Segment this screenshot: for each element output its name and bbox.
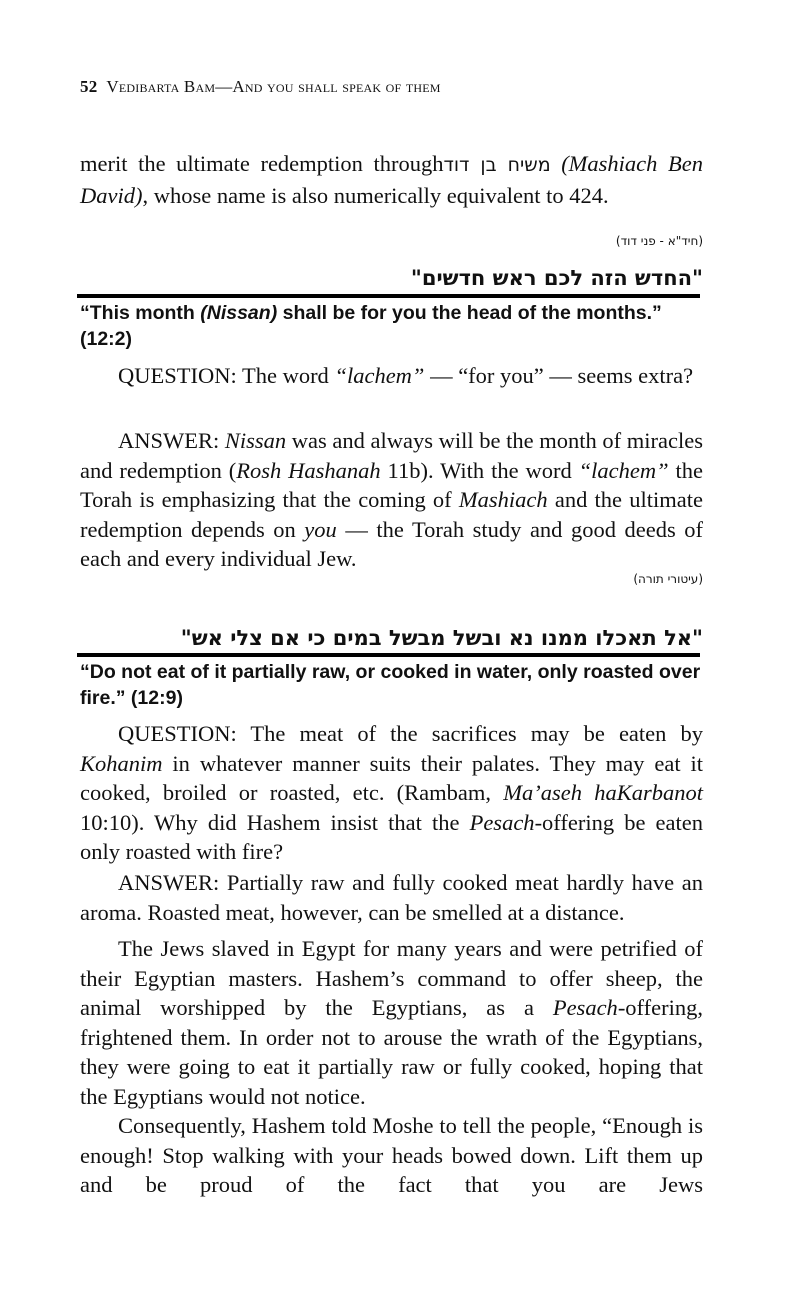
paragraph-text: The Jews slaved in Egypt for many years and were petrified of their Egyptian masters. Hashem’s command to offer sheep, the animal worshipped by the Egyptians, as a: [80, 936, 703, 1020]
question-text: QUESTION: The word: [118, 363, 335, 388]
answer-text: — the Torah study and good deeds of each and every individual Jew.: [80, 516, 703, 571]
divider-rule: [77, 294, 700, 298]
answer-text: and the ultimate redemption depends on: [80, 487, 703, 542]
verse-italic: (Nissan): [200, 302, 278, 324]
intro-paragraph: [80, 149, 703, 210]
book-title: Vedibarta Bam—And you shall speak of them: [106, 77, 441, 96]
question-text: -offering be eaten only roasted with fire?: [80, 809, 703, 864]
answer-italic: Mashiach: [458, 487, 548, 512]
intro-text: merit the ultimate redemption through: [80, 151, 444, 176]
question-text: 10:10). Why did Hashem insist that the: [80, 809, 470, 835]
verse-text: “This month: [80, 302, 201, 324]
verse-translation: [80, 300, 703, 352]
answer-italic: Rosh Hashanah: [236, 457, 381, 483]
answer-italic: “lachem”: [578, 457, 669, 483]
question-text-2: — “for you” — seems extra?: [424, 363, 694, 388]
intro-italic: (Mashiach Ben David): [80, 151, 703, 208]
running-head: [80, 77, 441, 97]
question-text: QUESTION: The meat of the sacrifices may be eaten by: [118, 721, 703, 746]
divider-rule: [77, 653, 700, 657]
question-text: in whatever manner suits their palates. They may eat it cooked, broiled or roasted, etc. (Rambam,: [80, 750, 703, 805]
question-paragraph: [80, 719, 703, 867]
body-paragraph: [80, 934, 703, 1111]
question-italic: “lachem”: [334, 363, 425, 388]
hebrew-heading: "החדש הזה לכם ראש חדשים": [410, 266, 703, 290]
answer-paragraph: [80, 426, 703, 574]
question-italic: Pesach: [469, 809, 535, 835]
answer-text: the Torah is emphasizing that the coming of: [80, 457, 703, 512]
verse-translation: “Do not eat of it partially raw, or cooked in water, only roasted over fire.” (12:9): [80, 661, 701, 709]
paragraph-italic: Pesach: [552, 995, 618, 1020]
paragraph-text: -offering, frightened them. In order not to arouse the wrath of the Egyptians, they were going to eat it partially raw or fully cooked, hoping that the Egyptians would not notice.: [80, 995, 703, 1109]
page-number: 52: [80, 77, 98, 96]
answer-italic: you: [304, 516, 337, 542]
hebrew-heading: "אל תאכלו ממנו נא ובשל מבשל במים כי אם צלי אש": [180, 626, 703, 650]
question-italic: Kohanim: [80, 750, 163, 776]
question-paragraph: [80, 361, 703, 391]
answer-italic: Nissan: [224, 428, 287, 453]
question-italic: Ma’aseh haKarbanot: [503, 780, 703, 805]
intro-text-2: , whose name is also numerically equivalent to 424.: [142, 182, 609, 208]
body-paragraph: Consequently, Hashem told Moshe to tell the people, “Enough is enough! Stop walking with your heads bowed down. Lift them up and be proud of the fact that you are Jews: [80, 1113, 703, 1197]
answer-paragraph: ANSWER: Partially raw and fully cooked meat hardly have an aroma. Roasted meat, however, can be smelled at a distance.: [80, 870, 703, 925]
answer-label: ANSWER:: [118, 428, 225, 453]
answer-text: 11b). With the word: [380, 457, 579, 483]
source-citation: (עיטורי תורה): [633, 572, 703, 586]
answer-text: was and always will be the month of miracles and redemption (: [80, 428, 703, 483]
intro-hebrew: משיח בן דוד: [443, 154, 551, 176]
source-citation: (חיד"א - פני דוד): [615, 234, 703, 248]
verse-text-2: shall be for you the head of the months.” (12:2): [80, 302, 662, 350]
